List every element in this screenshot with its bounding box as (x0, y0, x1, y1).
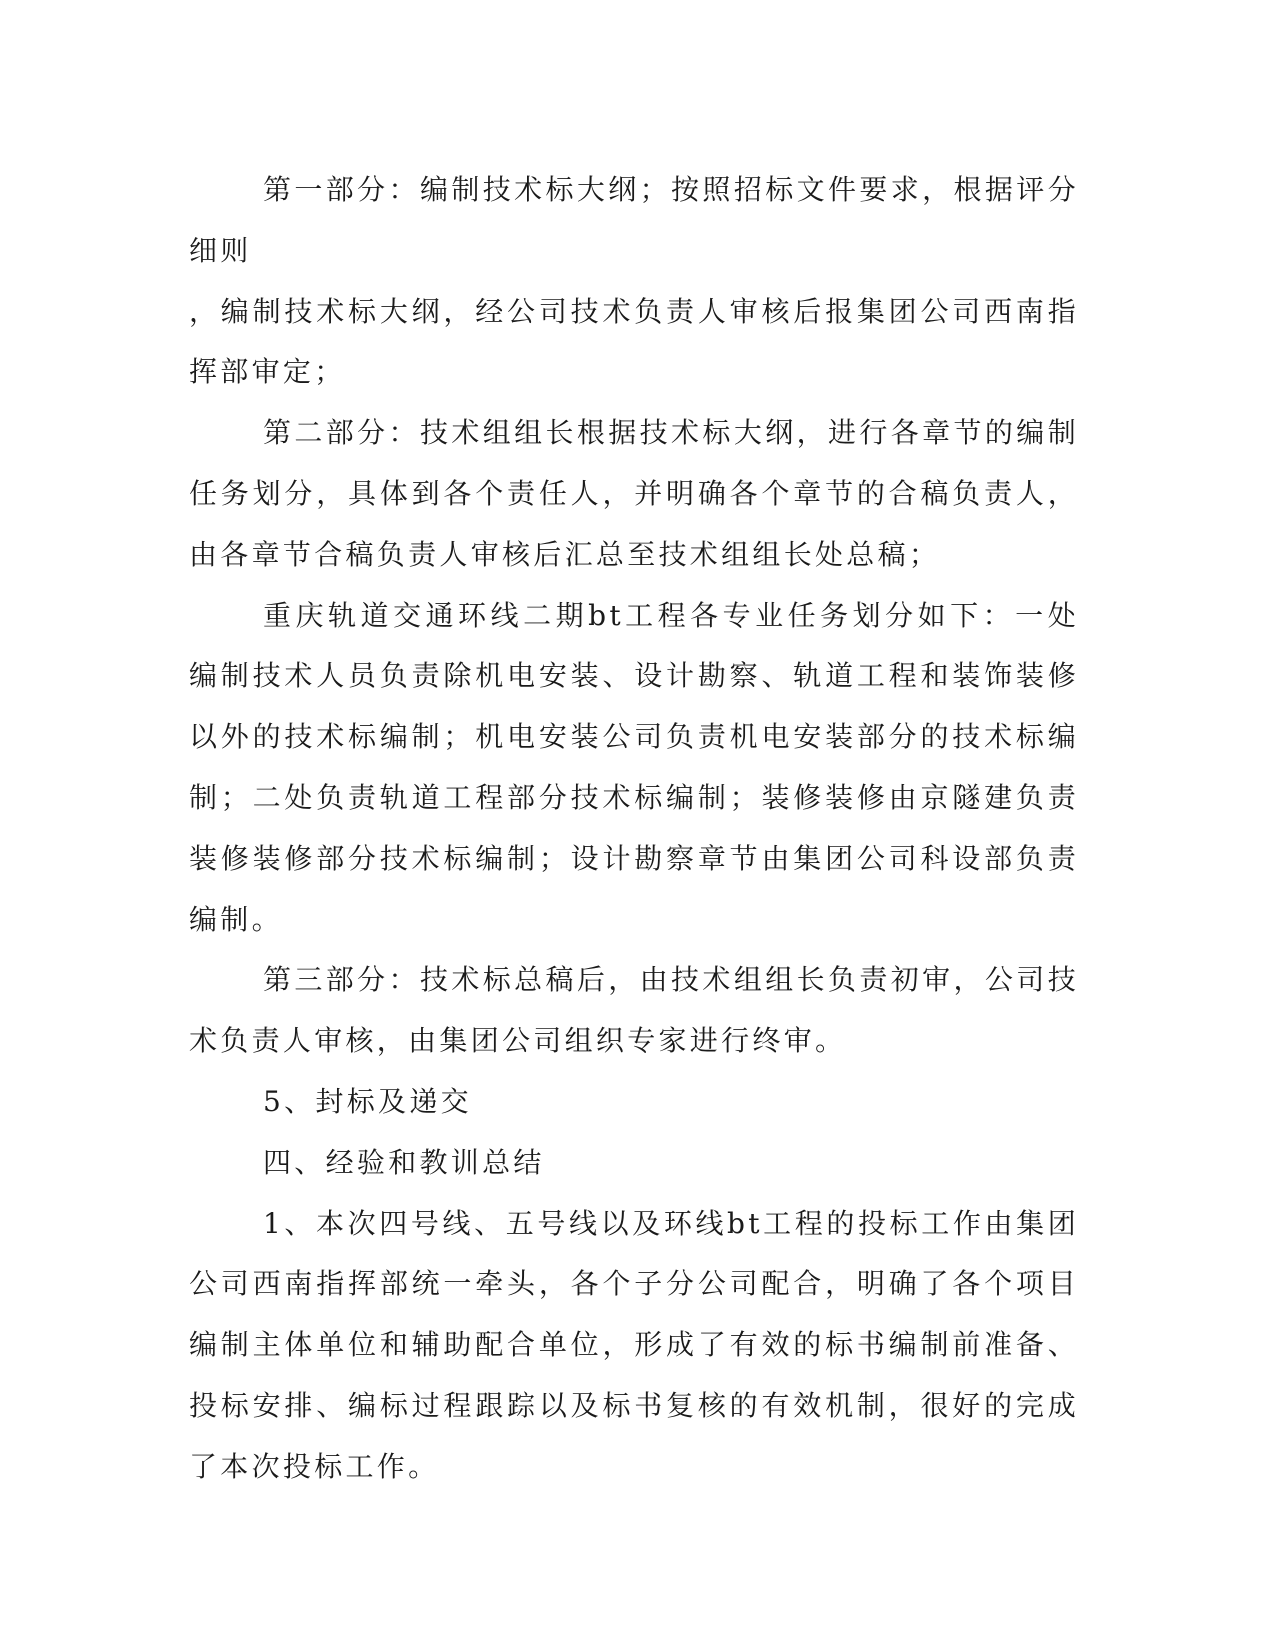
document-body (189, 160, 1079, 1498)
paragraph-part-one: 第一部分：编制技术标大纲；按照招标文件要求，根据评分细则 (189, 173, 1079, 267)
heading-lessons-summary: 四、经验和教训总结 (263, 1145, 545, 1179)
paragraph-task-division: 重庆轨道交通环线二期bt工程各专业任务划分如下：一处编制技术人员负责除机电安装、设计勘察、轨道工程和装饰装修以外的技术标编制；机电安装公司负责机电安装部分的技术标编制；二处负责轨道工程部分技术标编制；装修装修由京隧建负责装修装修部分技术标编制；设计勘察章节由集团公司科设部负责编制。 (189, 598, 1079, 936)
paragraph-part-three: 第三部分：技术标总稿后，由技术组组长负责初审，公司技术负责人审核，由集团公司组织专家进行终审。 (189, 963, 1079, 1058)
heading-sealing-submission: 5、封标及递交 (263, 1084, 472, 1118)
paragraph-lesson-one: 1、本次四号线、五号线以及环线bt工程的投标工作由集团公司西南指挥部统一牵头，各个子分公司配合，明确了各个项目编制主体单位和辅助配合单位，形成了有效的标书编制前准备、投标安排、编标过程跟踪以及标书复核的有效机制，很好的完成了本次投标工作。 (189, 1206, 1079, 1483)
paragraph-part-two: 第二部分：技术组组长根据技术标大纲，进行各章节的编制任务划分，具体到各个责任人，并明确各个章节的合稿负责人，由各章节合稿负责人审核后汇总至技术组组长处总稿； (189, 416, 1079, 571)
paragraph-part-one-continued: ，编制技术标大纲，经公司技术负责人审核后报集团公司西南指挥部审定； (189, 294, 1079, 389)
